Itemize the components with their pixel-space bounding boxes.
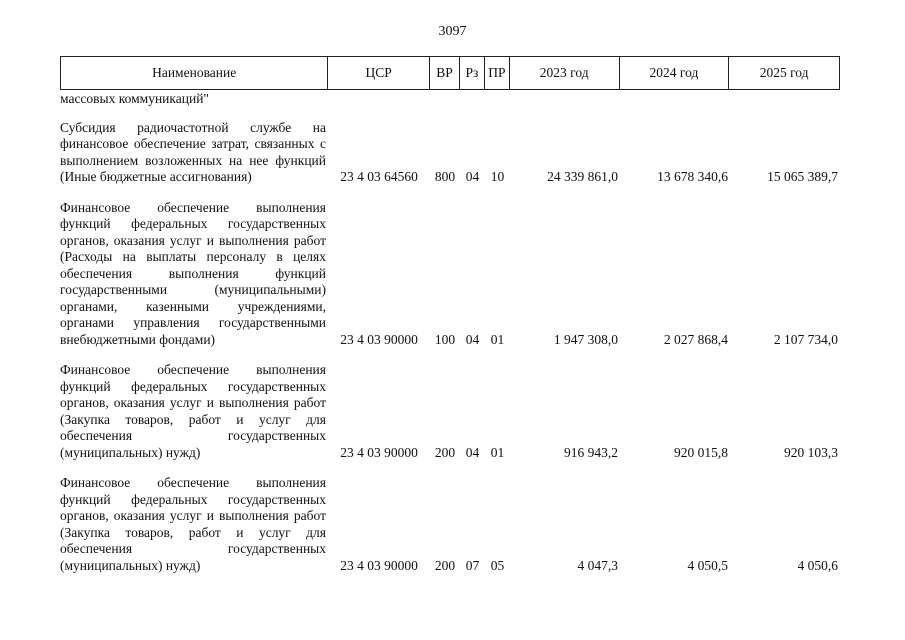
- column-header-name: Наименование: [61, 57, 328, 89]
- table-body: [60, 91, 840, 574]
- row-vr: 200: [434, 557, 456, 573]
- row-2025: 920 103,3: [784, 444, 838, 460]
- table-row: [60, 120, 840, 186]
- row-2024: 4 050,5: [687, 557, 728, 573]
- row-csr: 23 4 03 90000: [340, 444, 418, 460]
- row-rz: 04: [465, 444, 480, 460]
- row-pr: 10: [490, 169, 505, 184]
- column-header-vr: ВР: [430, 57, 460, 89]
- column-header-rz: Рз: [460, 57, 485, 89]
- row-vr: 100: [434, 331, 456, 347]
- row-2023: 916 943,2: [564, 444, 618, 460]
- row-rz: 04: [465, 169, 480, 184]
- continuation-text: массовых коммуникаций": [60, 91, 209, 106]
- row-pr: 05: [490, 557, 505, 573]
- row-pr: 01: [490, 444, 505, 460]
- column-header-2025: 2025 год: [759, 65, 809, 80]
- row-2024: 920 015,8: [674, 444, 728, 460]
- column-header-2024: 2024 год: [620, 57, 730, 89]
- row-rz: 07: [465, 557, 480, 573]
- row-name: Финансовое обеспечение выполнения функций федеральных государственных органов, оказания услуг и выполнения работ (Закупка товаров, работ и услуг для обеспечения государственных (муниципальных) нужд): [60, 362, 326, 460]
- row-name: Финансовое обеспечение выполнения функций федеральных государственных органов, оказания услуг и выполнения работ (Расходы на выплаты персоналу в целях обеспечения выполнения функций государственными (муниципальными) органами, казенными учреждениями, органами управления государственными внебюджетными фондами): [60, 199, 326, 347]
- column-header-2023: 2023 год: [510, 57, 620, 89]
- row-csr: 23 4 03 90000: [340, 557, 418, 573]
- row-2023: 1 947 308,0: [553, 331, 618, 347]
- row-pr: 01: [490, 331, 505, 347]
- row-name: Финансовое обеспечение выполнения функций федеральных государственных органов, оказания услуг и выполнения работ (Закупка товаров, работ и услуг для обеспечения государственных (муниципальных) нужд): [60, 475, 326, 573]
- row-2025: 2 107 734,0: [773, 331, 838, 347]
- row-vr: 800: [434, 169, 456, 184]
- page-number: 3097: [438, 24, 467, 39]
- row-vr: 200: [434, 444, 456, 460]
- row-2025: 15 065 389,7: [767, 169, 838, 184]
- continuation-row: [60, 91, 840, 108]
- table-row: [60, 200, 840, 349]
- row-2023: 4 047,3: [577, 557, 618, 573]
- row-name: Субсидия радиочастотной службе на финансовое обеспечение затрат, связанных с выполнением возложенных на нее функций (Иные бюджетные ассигнования): [60, 119, 326, 184]
- table-header: [60, 56, 840, 90]
- row-rz: 04: [465, 331, 480, 347]
- table-row: [60, 362, 840, 461]
- column-header-csr: ЦСР: [328, 57, 430, 89]
- row-2025: 4 050,6: [797, 557, 838, 573]
- row-2024: 2 027 868,4: [663, 331, 728, 347]
- row-csr: 23 4 03 90000: [340, 331, 418, 347]
- row-2023: 24 339 861,0: [547, 169, 618, 184]
- row-csr: 23 4 03 64560: [340, 169, 418, 184]
- column-header-pr: ПР: [485, 57, 510, 89]
- row-2024: 13 678 340,6: [657, 169, 728, 184]
- table-row: [60, 475, 840, 574]
